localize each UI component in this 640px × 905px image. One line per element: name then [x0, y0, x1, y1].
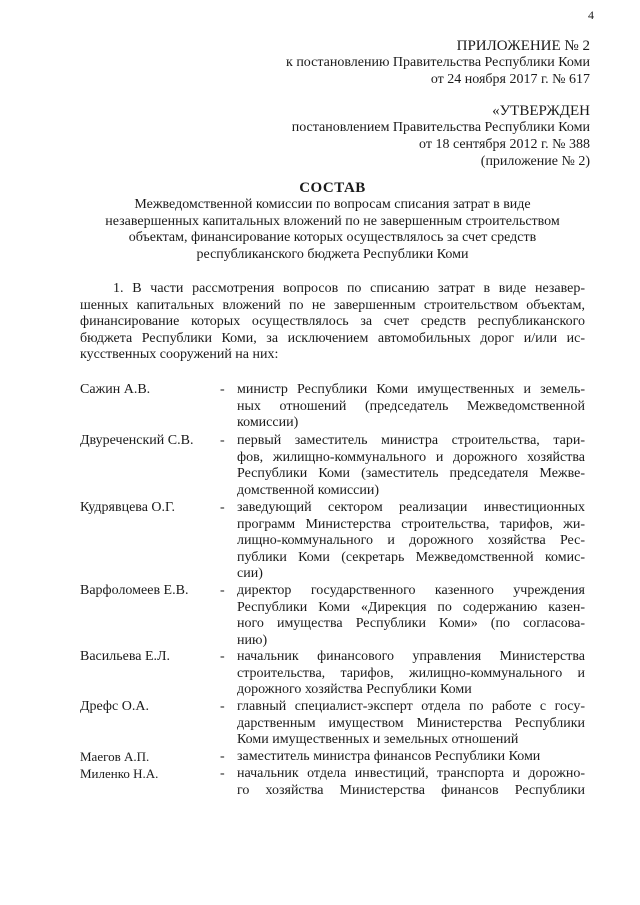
role-line: дорожного хозяйства Республики Коми: [237, 682, 472, 697]
member-name: Кудрявцева О.Г.: [80, 500, 176, 515]
subtitle-line: объектам, финансирование которых осуществлялось за счет средств: [128, 230, 537, 245]
role-line: сии): [237, 566, 263, 581]
role-line: Республики Коми (заместитель председателя Межве-: [237, 466, 585, 481]
member-dash: -: [220, 766, 225, 781]
approved-line4: (приложение № 2): [480, 154, 590, 169]
paragraph-line: 1. В части рассмотрения вопросов по списанию затрат в виде незавер-: [113, 281, 585, 296]
member-dash: -: [220, 699, 225, 714]
paragraph-line: финансирование которых осуществлялось за счет средств республиканского: [80, 314, 585, 329]
role-line: министр Республики Коми имущественных и земель-: [237, 382, 585, 397]
role-line: директор государственного казенного учреждения: [237, 583, 585, 598]
member-name: Сажин А.В.: [80, 382, 151, 397]
member-name: Дрефс О.А.: [80, 699, 149, 714]
role-line: домственной комиссии): [237, 482, 380, 498]
member-dash: -: [220, 749, 225, 764]
role-line: заведующий сектором реализации инвестиционных: [237, 500, 585, 515]
member-role: [237, 583, 585, 649]
role-line: Республики Коми «Дирекция по содержанию казен-: [237, 599, 585, 615]
subtitle-line: незавершенных капитальных вложений по не завершенным строительством: [105, 213, 560, 229]
role-line: публики Коми (секретарь Межведомственной комис-: [237, 549, 585, 565]
page-number: 4: [588, 8, 594, 22]
role-line: нию): [237, 632, 268, 648]
document-subtitle: [80, 197, 585, 263]
role-line: лищно-коммунального и дорожного хозяйства Рес-: [237, 533, 585, 548]
role-line: главный специалист-эксперт отдела по работе с госу-: [237, 699, 585, 714]
appendix-title: ПРИЛОЖЕНИЕ № 2: [456, 38, 590, 54]
member-name: Двуреченский С.В.: [80, 433, 194, 448]
role-line: заместитель министра финансов Республики Коми: [237, 749, 541, 764]
member-dash: -: [220, 649, 225, 664]
member-dash: -: [220, 583, 225, 598]
appendix-line1: к постановлению Правительства Республики Коми: [286, 55, 590, 70]
role-line: программ Министерства строительства, тарифов, жи-: [237, 516, 585, 532]
member-role: [237, 433, 585, 499]
role-line: Коми имущественных и земельных отношений: [237, 732, 519, 747]
subtitle-line: республиканского бюджета Республики Коми: [196, 246, 469, 262]
role-line: начальник финансового управления Министерства: [237, 649, 585, 664]
member-role: [237, 382, 585, 432]
subtitle-line: Межведомственной комиссии по вопросам списания затрат в виде: [134, 197, 531, 212]
role-line: строительства, тарифов, жилищно-коммунального и: [237, 665, 585, 681]
member-role: [237, 649, 585, 699]
appendix-line2: от 24 ноября 2017 г. № 617: [430, 72, 590, 87]
section-1-paragraph: [80, 281, 585, 364]
member-role: [237, 749, 585, 766]
approved-line1: «УТВЕРЖДЕН: [492, 103, 590, 119]
member-name: Маегов А.П.: [80, 749, 150, 764]
member-dash: -: [220, 382, 225, 397]
member-dash: -: [220, 500, 225, 515]
paragraph-line: шенных капитальных вложений по не завершенным строительством объектам,: [80, 297, 585, 313]
member-role: [237, 766, 585, 799]
role-line: го хозяйства Министерства финансов Республики: [237, 782, 585, 798]
member-name: Васильева Е.Л.: [80, 649, 171, 664]
role-line: фов, жилищно-коммунального и дорожного хозяйства: [237, 449, 585, 465]
role-line: комиссии): [237, 415, 299, 430]
role-line: ного имущества Республики Коми» (по согласова-: [237, 616, 585, 631]
approved-line3: от 18 сентября 2012 г. № 388: [419, 137, 590, 152]
member-name: Варфоломеев Е.В.: [80, 583, 189, 598]
role-line: дарственным имуществом Министерства Республики: [237, 715, 585, 731]
member-role: [237, 500, 585, 583]
role-line: начальник отдела инвестиций, транспорта и дорожно-: [237, 766, 585, 781]
role-line: первый заместитель министра строительства, тари-: [237, 433, 585, 448]
approved-line2: постановлением Правительства Республики Коми: [291, 120, 590, 135]
role-line: ных отношений (председатель Межведомственной: [237, 398, 585, 414]
paragraph-line: бюджета Республики Коми, за исключением автомобильных дорог и/или ис-: [80, 330, 585, 346]
member-dash: -: [220, 433, 225, 448]
member-role: [237, 699, 585, 749]
paragraph-line: кусственных сооружений на них:: [80, 347, 279, 362]
member-name: Миленко Н.А.: [80, 766, 159, 781]
document-title: СОСТАВ: [299, 180, 366, 196]
